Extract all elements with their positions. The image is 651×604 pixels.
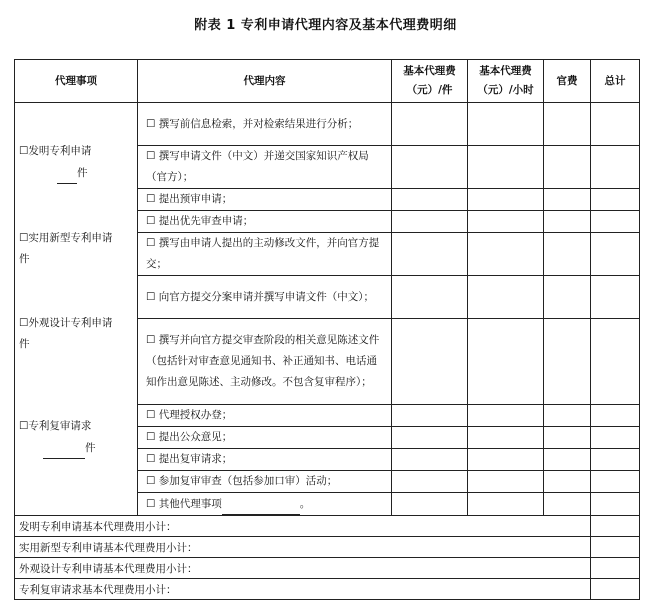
header-item: 代理事项 (15, 60, 138, 103)
other-items-blank[interactable] (222, 493, 300, 515)
content-cell: ☐ 向官方提交分案申请并撰写申请文件（中文）； (138, 276, 392, 319)
count-blank[interactable] (57, 162, 77, 184)
header-content: 代理内容 (138, 60, 392, 103)
content-cell: ☐ 撰写申请文件（中文）并递交国家知识产权局（官方）； (138, 146, 392, 189)
header-official-fee: 官费 (544, 60, 591, 103)
subtotal-value[interactable] (591, 579, 640, 600)
subtotal-value[interactable] (591, 558, 640, 579)
subtotal-row (15, 558, 640, 579)
content-cell: ☐ 撰写前信息检索，并对检索结果进行分析； (138, 103, 392, 146)
content-cell: ☐ 代理授权办登； (138, 405, 392, 427)
subtotal-label: 专利复审请求基本代理费用小计： (15, 579, 591, 600)
header-fee-per-item: 基本代理费 （元）/件 (392, 60, 468, 103)
subtotal-label: 外观设计专利申请基本代理费用小计： (15, 558, 591, 579)
item-design: ☐外观设计专利申请 件 (19, 317, 113, 350)
content-cell: ☐ 撰写并向官方提交审查阶段的相关意见陈述文件（包括针对审查意见通知书、补正通知书、电话通知作出意见陈述、主动修改。不包含复审程序）； (138, 319, 392, 405)
fee-table (14, 59, 640, 600)
content-cell: ☐ 撰写由申请人提出的主动修改文件，并向官方提交； (138, 233, 392, 276)
table-title: 附表 1 专利申请代理内容及基本代理费明细 (194, 18, 457, 33)
content-cell: ☐ 提出优先审查申请； (138, 211, 392, 233)
item-utility: ☐实用新型专利申请 件 (19, 232, 113, 265)
subtotal-value[interactable] (591, 516, 640, 537)
item-review: ☐专利复审请求 件 (19, 416, 133, 459)
count-blank[interactable] (43, 437, 85, 459)
header-fee-per-hour: 基本代理费 （元）/小时 (468, 60, 544, 103)
content-cell: ☐ 参加复审审查（包括参加口审）活动； (138, 471, 392, 493)
content-cell: ☐ 提出预审申请； (138, 189, 392, 211)
subtotal-label: 发明专利申请基本代理费用小计： (15, 516, 591, 537)
content-cell: ☐ 提出公众意见； (138, 427, 392, 449)
subtotal-value[interactable] (591, 537, 640, 558)
table-row (15, 103, 640, 146)
header-row (15, 60, 640, 103)
item-column (15, 103, 138, 516)
header-total: 总计 (591, 60, 640, 103)
subtotal-row (15, 516, 640, 537)
subtotal-row (15, 579, 640, 600)
subtotal-row (15, 537, 640, 558)
item-invention: ☐发明专利申请 件 (19, 141, 133, 184)
content-cell: ☐ 其他代理事项 。 (138, 493, 392, 516)
content-cell: ☐ 提出复审请求； (138, 449, 392, 471)
subtotal-label: 实用新型专利申请基本代理费用小计： (15, 537, 591, 558)
